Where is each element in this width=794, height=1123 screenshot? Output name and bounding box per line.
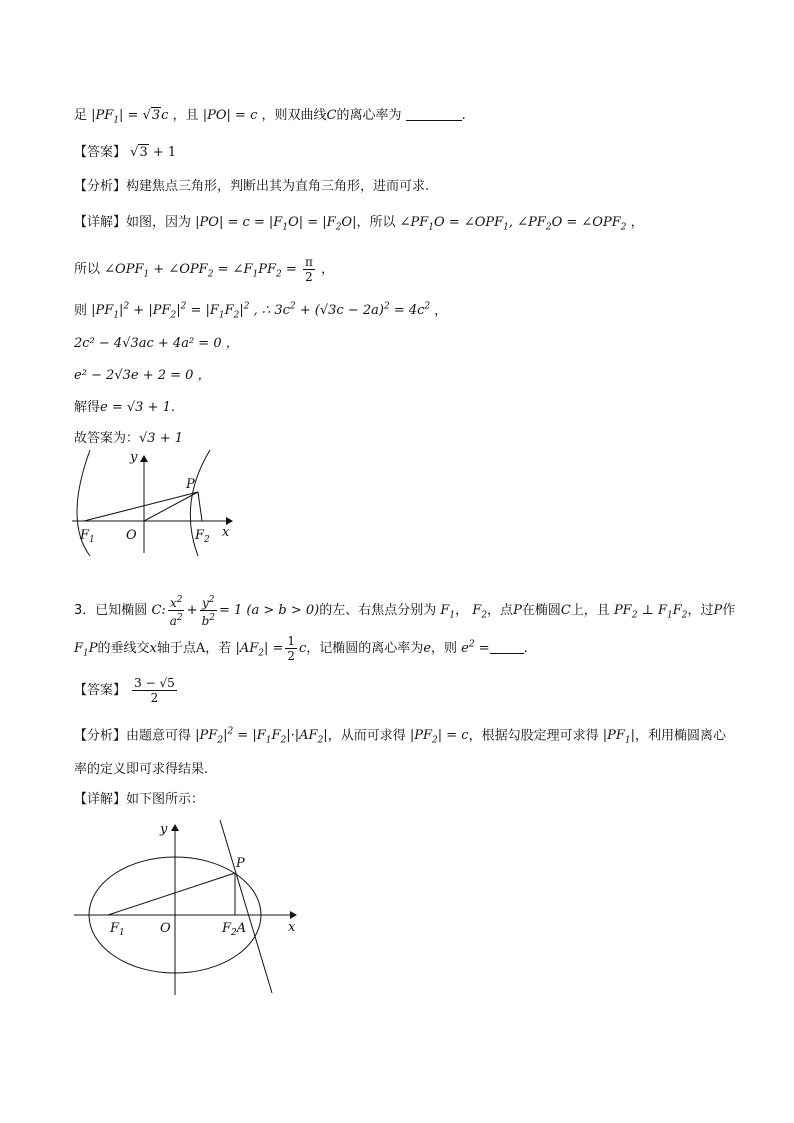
text: ，则: [431, 641, 458, 656]
text: .: [523, 641, 528, 656]
text: 的左、右焦点分别为: [319, 603, 437, 618]
text: 由题意可得: [126, 728, 192, 744]
answer-blank-3: [490, 639, 524, 654]
math-rel: $|PF_2|^2 = |F_1F_2|\cdot|AF_2|$: [195, 727, 328, 746]
text: 解得: [74, 400, 101, 415]
math-e2: $e^2$ =: [461, 639, 490, 656]
text: ，利用椭圆离心: [635, 728, 727, 744]
analysis-tag: 【分析】: [74, 179, 127, 194]
text: ，点: [487, 603, 514, 618]
problem3-answer: [74, 676, 179, 705]
math-a: A: [195, 641, 206, 656]
label-p: P: [186, 477, 195, 492]
frac-y2b2: $\frac{y^2}{b^2}$: [201, 595, 215, 628]
math-cond: = 1 (a > b > 0): [218, 603, 320, 618]
curve-c: C: [326, 108, 337, 123]
label-o: O: [126, 528, 137, 543]
text: 在椭圆: [521, 603, 561, 618]
text: ，记椭圆的离心率为: [306, 641, 424, 656]
label-x-2: x: [288, 920, 296, 935]
answer-frac: $\frac{3 - √5}{2}$: [134, 676, 175, 705]
math-eq: $|PO| = c = |F_1O| = |F_2O|$: [195, 215, 357, 233]
text: ，所以: [356, 215, 396, 230]
text: 则: [74, 303, 88, 319]
label-f2-sub: 2: [204, 535, 210, 545]
label-f2a: [221, 921, 246, 938]
label-f1-letter: F: [80, 528, 90, 543]
analysis-text: 构建焦点三角形，判断出其为直角三角形，进而可求.: [126, 179, 430, 194]
math-af2: $|AF_2|$ =: [235, 641, 284, 659]
text: 轴于点: [156, 641, 196, 656]
detail-tag-3: 【详解】: [74, 792, 127, 807]
text: 的离心率为: [336, 108, 402, 123]
math-pythag: $|PF_1|^2 + |PF_2|^2 = |F_1F_2|^2$ , ∴ $3c^2 + (√3c - 2a)^2 = 4c^2$: [91, 302, 431, 321]
text: 足: [74, 108, 88, 123]
problem3-line2: [74, 634, 528, 664]
hyperbola-figure: [60, 448, 250, 558]
text: ，根据勾股定理可求得: [468, 728, 599, 744]
problem3-analysis-2: 率的定义即可求得结果.: [74, 762, 209, 777]
answer-blank: [406, 106, 462, 121]
text: 如下图所示：: [126, 792, 205, 807]
answer-tag-3: 【答案】: [74, 683, 127, 698]
label-f1-2: [109, 921, 125, 938]
answer-value: √3 + 1: [130, 145, 177, 160]
math-pf1: $|PF_1| = √3c$: [91, 108, 169, 126]
label-p-2: P: [236, 856, 245, 871]
problem2-detail-3: 则 $|PF_1|^2 + |PF_2|^2 = |F_1F_2|^2$ , ∴ $3c^2 + (√3c - 2a)^2 = 4c^2$ ，: [74, 302, 448, 321]
text: 如图，因为: [126, 215, 192, 230]
problem2-detail-2: 所以 $\angle OPF_1$ + $\angle OPF_2$ = $\angle F_1PF_2$ = $\frac{\pi}{2}$ ，: [74, 255, 334, 284]
label-f2-sub-2: 2: [231, 928, 237, 938]
problem2-solve: [74, 398, 175, 418]
frac-x2a2: $\frac{x^2}{a^2}$: [169, 595, 183, 628]
problem2-eq4: 2c² − 4√3ac + 4a² = 0 ，: [74, 336, 239, 351]
segment-f2p: [198, 492, 202, 521]
math-p2: P: [713, 603, 723, 618]
math-perp: $PF_2$ ⊥ $F_1F_2$: [613, 603, 688, 621]
ellipse-figure: [64, 815, 314, 1005]
answer-tag: 【答案】: [74, 145, 127, 160]
solve-value: e = √3 + 1.: [100, 400, 175, 415]
detail-tag: 【详解】: [74, 215, 127, 230]
text: 的垂线交: [97, 641, 150, 656]
problem3-detail: [74, 790, 204, 810]
label-f2: [194, 528, 210, 545]
label-y-2: y: [160, 822, 168, 837]
label-f1: [79, 528, 95, 545]
frac-half: $\frac{1}{2}$: [287, 634, 296, 663]
math-angle-sum: $\angle OPF_1$ + $\angle OPF_2$ = $\angle F_1PF_2$ =: [104, 262, 297, 280]
problem3-analysis-1: [74, 722, 726, 751]
label-f2-letter-2: F: [222, 921, 232, 936]
label-f1-sub-2: 1: [119, 928, 125, 938]
math-x: x: [149, 641, 157, 656]
problem3-line1: 3．已知椭圆 C: $\frac{x^2}{a^2}$ + $\frac{y^2}{b^2}$ = 1 (a > b > 0)的左、右焦点分别为 $F_1$， $F_2$，点P在椭圆C上，且 $PF_2$ ⊥ $F_1F_2$，过P作: [74, 595, 736, 628]
label-f1-letter-2: F: [110, 921, 120, 936]
math-ellipse: C:: [151, 603, 166, 618]
problem2-answer: [74, 143, 176, 163]
problem2-detail-1: 【详解】如图，因为 $|PO| = c = |F_1O| = |F_2O|$，所以 $\angle PF_1O$ = $\angle OPF_1$, $\angle PF_2O$ = $\angle OPF_2$ ，: [74, 215, 644, 233]
text: ，则双曲线: [261, 108, 327, 123]
math-pf2c: $|PF_2| = c$: [409, 728, 469, 746]
math-c2: c: [299, 641, 307, 656]
math-f1p: $F_1P$: [74, 641, 98, 659]
text: .: [461, 108, 466, 123]
math-e: e: [423, 641, 432, 656]
segment-f1p: [84, 492, 198, 521]
label-f2-letter: F: [195, 528, 205, 543]
problem2-analysis: [74, 177, 429, 197]
math-p: P: [513, 603, 522, 618]
problem2-final: [74, 429, 183, 449]
label-a: A: [236, 921, 247, 936]
frac-pi-2: $\frac{\pi}{2}$: [304, 255, 313, 284]
label-y: y: [130, 450, 138, 465]
text: ，过: [687, 603, 714, 618]
math-pf1abs: $|PF_1|$: [602, 728, 635, 746]
perpendicular-line: [220, 820, 272, 993]
problem2-line1: [74, 106, 466, 131]
label-f1-sub: 1: [89, 535, 95, 545]
text: 上，且: [570, 603, 610, 618]
text: ，从而可求得: [327, 728, 406, 744]
math-f1: $F_1$: [440, 603, 456, 621]
math-angles: $\angle PF_1O$ = $\angle OPF_1$, $\angle PF_2O$ = $\angle OPF_2$: [399, 215, 627, 233]
text: 作: [722, 603, 736, 618]
text: ，若: [205, 641, 232, 656]
math-c: C: [560, 603, 571, 618]
text: ，且: [172, 108, 199, 123]
math-po: |PO| = c: [202, 108, 258, 123]
text: 所以: [74, 262, 101, 277]
problem2-eq5: e² − 2√3e + 2 = 0 ，: [74, 368, 211, 383]
math-f2: $F_2$: [472, 603, 488, 621]
final-value: √3 + 1: [139, 431, 183, 446]
text: 故答案为：: [74, 431, 140, 446]
segment-f1p-2: [108, 873, 235, 915]
text: 已知椭圆: [95, 603, 148, 618]
problem-number: 3．: [74, 603, 96, 618]
analysis-tag-3: 【分析】: [74, 728, 127, 744]
label-o-2: O: [160, 921, 171, 936]
label-x: x: [222, 525, 230, 540]
